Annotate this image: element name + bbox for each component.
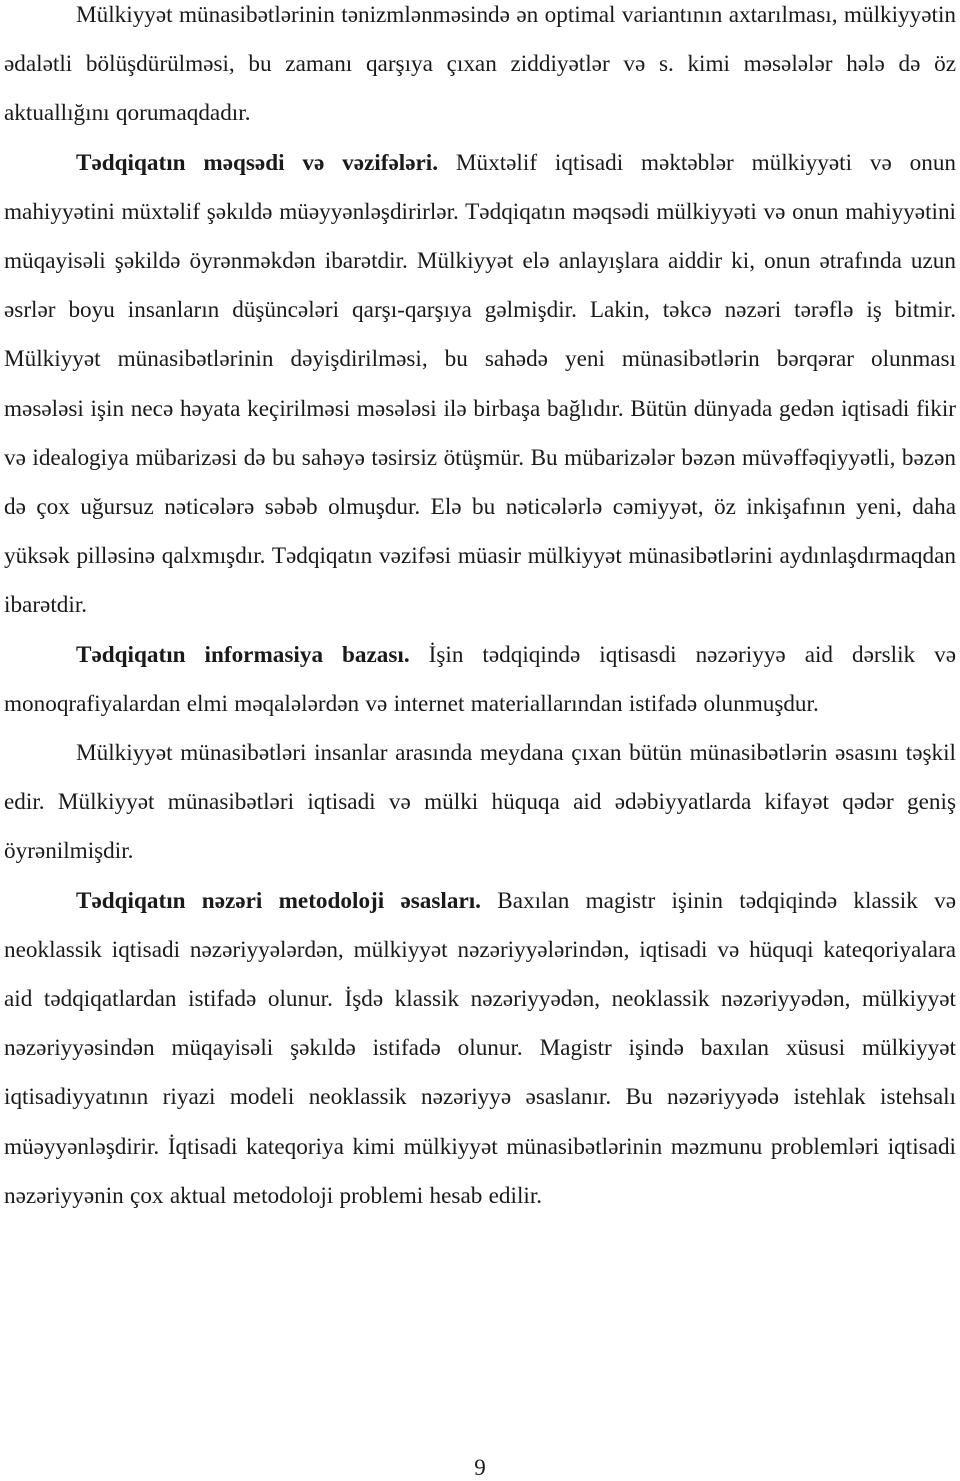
page-number: 9 bbox=[474, 1455, 486, 1480]
paragraph-text: Mülkiyyət münasibətlərinin tənizmlənməsində ən optimal variantının axtarılması, mülkiyyətin ədalətli bölüşdürülməsi, bu zamanı qarşıya çıxan ziddiyətlər və s. kimi məsələlər hələ də öz aktuallığını qorumaqdadır. bbox=[4, 2, 956, 127]
paragraph-text: Baxılan magistr işinin tədqiqində klassik və neoklassik iqtisadi nəzəriyyələrdən, mülkiyyət nəzəriyyələrindən, iqtisadi və hüquqi kateqoriyalara aid tədqiqatlardan istifadə olunur. İşdə klassik nəzəriyyədən, neoklassik nəzəriyyədən, mülkiyyət nəzəriyyəsindən müqayisəli şəkıldə istifadə olunur. Magistr işində baxılan xüsusi mülkiyyət iqtisadiyyatının riyazi modeli neoklassik nəzəriyyə əsaslanır. Bu nəzəriyyədə istehlak istehsalı müəyyənləşdirir. İqtisadi kateqoriya kimi mülkiyyət münasibətlərinin məzmunu problemləri iqtisadi nəzəriyyənin çox aktual metodoloji problemi hesab edilir. bbox=[4, 887, 956, 1209]
paragraph-intro bbox=[4, 0, 956, 139]
paragraph-text: İşin tədqiqində iqtisasdi nəzəriyyə aid dərslik və monoqrafiyalardan elmi məqalələrdən və internet materiallarından istifadə olunmuşdur. bbox=[4, 641, 957, 717]
paragraph-text: Müxtəlif iqtisadi məktəblər mülkiyyəti və onun mahiyyətini müxtəlif şəkıldə müəyyənləşdirirlər. Tədqiqatın məqsədi mülkiyyəti və onun mahiyyətini müqayisəli şəkildə öyrənməkdən ibarətdir. Mülkiyyət elə anlayışlara aiddir ki, onun ətrafında uzun əsrlər boyu insanların düşüncələri qarşı-qarşıya gəlmişdir. Lakin, təkcə nəzəri tərəflə iş bitmir. Mülkiyyət münasibətlərinin dəyişdirilməsi, bu sahədə yeni münasibətlərin bərqərar olunması məsələsi işin necə həyata keçirilməsi məsələsi ilə birbaşa bağlıdır. Bütün dünyada gedən iqtisadi fikir və idealogiya mübarizəsi də bu sahəyə təsirsiz ötüşmür. Bu mübarizələr bəzən müvəffəqiyyətli, bəzən də çox uğursuz nəticələrə səbəb olmuşdur. Elə bu nəticələrlə cəmiyyət, öz inkişafının yeni, daha yüksək pilləsinə qalxmışdır. Tədqiqatın vəzifəsi müasir mülkiyyət münasibətlərini aydınlaşdırmaqdan ibarətdir. bbox=[4, 149, 957, 619]
paragraph-info-base bbox=[4, 631, 956, 729]
document-page bbox=[4, 0, 956, 1221]
paragraph-property-relations bbox=[4, 729, 956, 877]
section-heading-methodology: Tədqiqatın nəzəri metodoloji əsasları. bbox=[76, 887, 481, 914]
section-heading-goals: Tədqiqatın məqsədi və vəzifələri. bbox=[76, 149, 439, 176]
paragraph-methodology bbox=[4, 877, 956, 1221]
section-heading-info-base: Tədqiqatın informasiya bazası. bbox=[76, 641, 410, 668]
paragraph-goals bbox=[4, 139, 956, 631]
paragraph-text: Mülkiyyət münasibətləri insanlar arasında meydana çıxan bütün münasibətlərin əsasını təşkil edir. Mülkiyyət münasibətləri iqtisadi və mülki hüquqa aid ədəbiyyatlarda kifayət qədər geniş öyrənilmişdir. bbox=[4, 740, 956, 865]
